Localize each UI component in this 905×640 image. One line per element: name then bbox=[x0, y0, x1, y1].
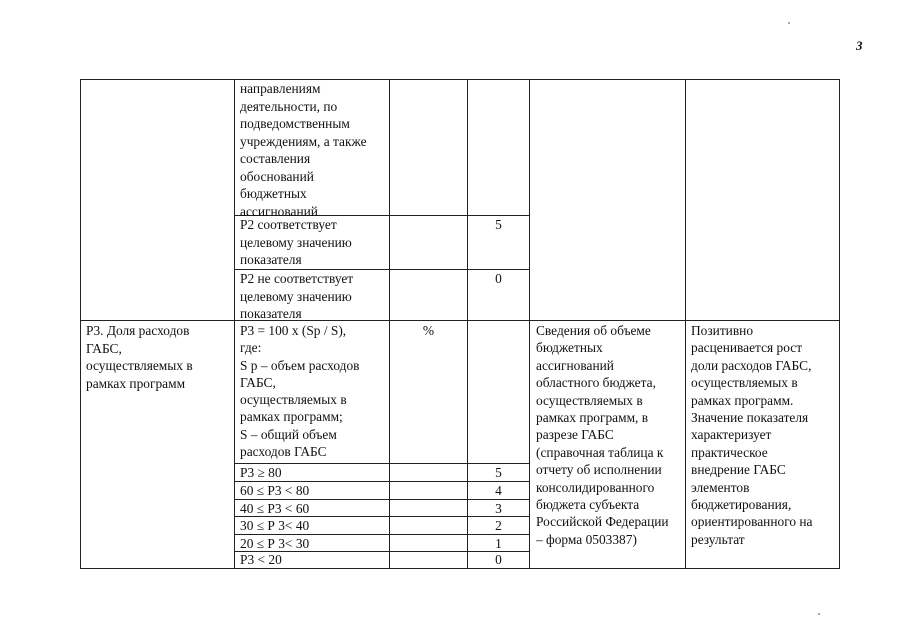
score-cell: 1 bbox=[495, 536, 502, 551]
score-condition: 30 ≤ Р 3< 40 bbox=[240, 518, 310, 533]
score-cell: 0 bbox=[495, 552, 502, 567]
score-cell: 0 bbox=[495, 271, 502, 286]
score-cell: 5 bbox=[495, 217, 502, 232]
score-condition: Р3 < 20 bbox=[240, 552, 282, 567]
table-border-top bbox=[80, 79, 840, 80]
score-cell: 4 bbox=[495, 483, 502, 498]
unit-cell: % bbox=[422, 323, 435, 338]
calculation-text-continued: направлениям деятельности, по подведомственным учреждениям, а также составления обоснований бюджетных ассигнований bbox=[240, 81, 367, 219]
table-border-right bbox=[839, 79, 840, 569]
column-divider bbox=[529, 79, 530, 569]
scan-speck bbox=[788, 22, 790, 24]
score-condition: 60 ≤ Р3 < 80 bbox=[240, 483, 310, 498]
column-divider bbox=[234, 79, 235, 569]
scan-speck bbox=[818, 613, 820, 615]
column-divider bbox=[685, 79, 686, 569]
condition-p2-meets-target: Р2 соответствует целевому значению показателя bbox=[240, 217, 352, 267]
condition-p2-not-meets-target: Р2 не соответствует целевому значению показателя bbox=[240, 271, 354, 321]
formula-p3: Р3 = 100 х (Sp / S), где: S р – объем расходов ГАБС, осуществляемых в рамках программ; S – общий объем расходов ГАБС bbox=[240, 323, 360, 460]
score-cell: 5 bbox=[495, 465, 502, 480]
score-cell: 3 bbox=[495, 501, 502, 516]
indicator-name-p3: Р3. Доля расходов ГАБС, осуществляемых в рамках программ bbox=[86, 323, 193, 391]
comment-p3: Позитивно расценивается рост доли расходов ГАБС, осуществляемых в рамках программ. Значение показателя характеризует практическое внедрение ГАБС элементов бюджетирования, ориентированного на результат bbox=[691, 323, 813, 547]
score-condition: 40 ≤ Р3 < 60 bbox=[240, 501, 310, 516]
score-condition: 20 ≤ Р 3< 30 bbox=[240, 536, 310, 551]
page-number: 3 bbox=[856, 38, 863, 53]
score-condition: Р3 ≥ 80 bbox=[240, 465, 282, 480]
table-border-bottom bbox=[80, 568, 840, 569]
score-cell: 2 bbox=[495, 518, 502, 533]
data-source-p3: Сведения об объеме бюджетных ассигнований областного бюджета, осуществляемых в рамках программ, в разрезе ГАБС (справочная таблица к отчету об исполнении консолидированного бюджета субъекта Российской Федерации – форма 0503387) bbox=[536, 323, 669, 547]
table-border-left bbox=[80, 79, 81, 569]
row-divider bbox=[80, 320, 840, 321]
